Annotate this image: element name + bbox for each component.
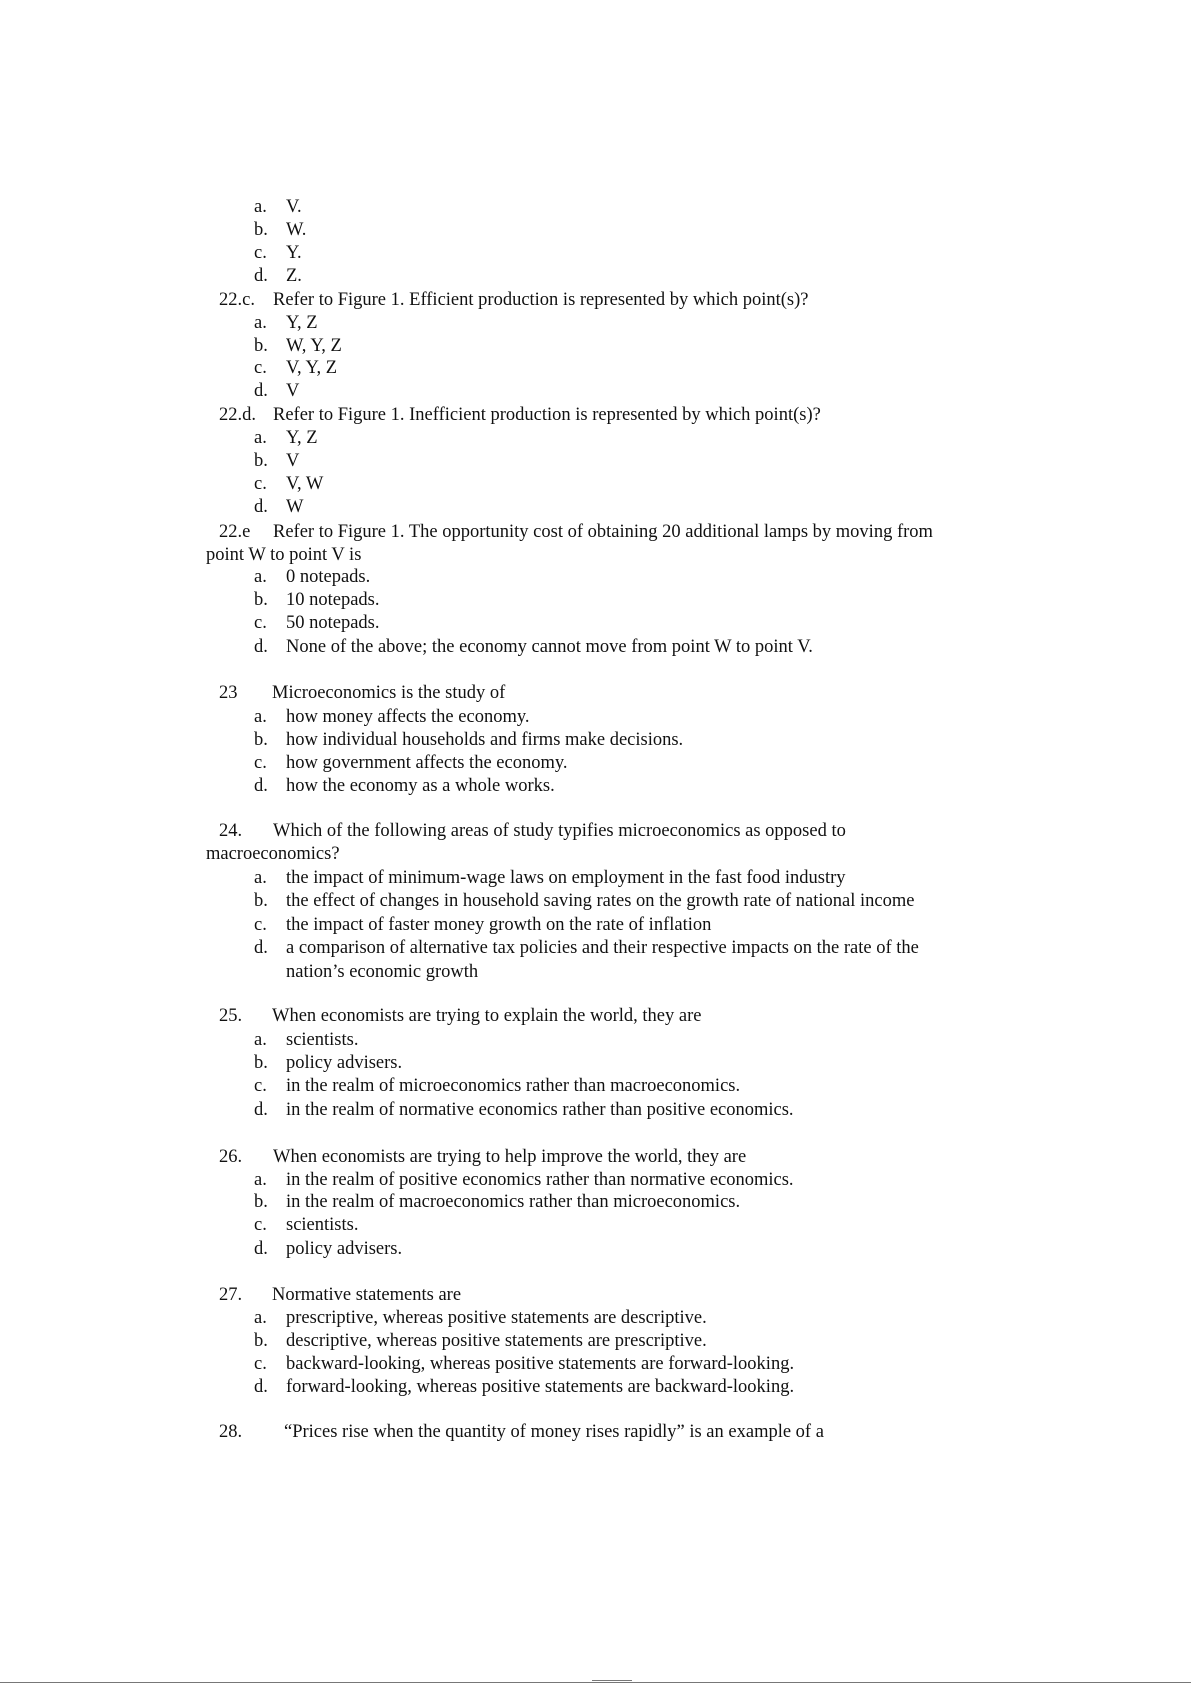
footer-divider (0, 1682, 1191, 1683)
question-text: Normative statements are (272, 1285, 462, 1305)
question-text: When economists are trying to explain the world, they are (272, 1006, 702, 1026)
option-letter: d. (254, 497, 268, 517)
question-number: 23 (219, 683, 238, 703)
option-text: in the realm of macroeconomics rather than microeconomics. (286, 1192, 741, 1212)
option-text: V, W (286, 474, 324, 494)
option-letter: d. (254, 266, 268, 286)
option-text: prescriptive, whereas positive statements are descriptive. (286, 1308, 707, 1328)
option-text: 0 notepads. (286, 567, 371, 587)
option-text: Y, Z (286, 428, 318, 448)
option-letter: c. (254, 613, 267, 633)
option-letter: c. (254, 358, 267, 378)
question-text: Refer to Figure 1. Efficient production is represented by which point(s)? (273, 290, 809, 310)
question-number: 26. (219, 1147, 243, 1167)
option-text: in the realm of normative economics rather than positive economics. (286, 1100, 794, 1120)
option-letter: c. (254, 1215, 267, 1235)
option-text: how government affects the economy. (286, 753, 568, 773)
option-text: Z. (286, 266, 302, 286)
option-letter: d. (254, 381, 268, 401)
option-letter: c. (254, 1354, 267, 1374)
question-text: When economists are trying to help improve the world, they are (273, 1147, 747, 1167)
footer-divider-mark (592, 1680, 632, 1681)
question-text: Refer to Figure 1. The opportunity cost of obtaining 20 additional lamps by moving from (273, 522, 933, 542)
option-text: W, Y, Z (286, 336, 342, 356)
option-letter: d. (254, 1100, 268, 1120)
option-text: how money affects the economy. (286, 707, 530, 727)
option-text: V (286, 451, 300, 471)
question-number: 25. (219, 1006, 243, 1026)
option-letter: b. (254, 590, 268, 610)
question-number: 28. (219, 1422, 243, 1442)
option-text: backward-looking, whereas positive statements are forward-looking. (286, 1354, 795, 1374)
option-text: descriptive, whereas positive statements are prescriptive. (286, 1331, 707, 1351)
option-letter: a. (254, 1308, 267, 1328)
option-letter: a. (254, 868, 267, 888)
option-letter: d. (254, 938, 268, 958)
option-text: V, Y, Z (286, 358, 338, 378)
option-text: the effect of changes in household saving rates on the growth rate of national income (286, 891, 915, 911)
option-text: V. (286, 197, 302, 217)
option-letter: a. (254, 313, 267, 333)
option-letter: b. (254, 451, 268, 471)
option-letter: b. (254, 891, 268, 911)
question-number: 22.d. (219, 405, 256, 425)
question-number: 24. (219, 821, 243, 841)
option-text: V (286, 381, 300, 401)
question-number: 22.c. (219, 290, 255, 310)
option-letter: c. (254, 243, 267, 263)
option-letter: b. (254, 730, 268, 750)
option-text: in the realm of microeconomics rather than macroeconomics. (286, 1076, 741, 1096)
question-text: “Prices rise when the quantity of money rises rapidly” is an example of a (284, 1422, 824, 1442)
option-letter: b. (254, 1053, 268, 1073)
option-letter: b. (254, 336, 268, 356)
question-text: Microeconomics is the study of (272, 683, 506, 703)
question-text-continued: macroeconomics? (206, 844, 340, 864)
question-number: 27. (219, 1285, 243, 1305)
option-text: policy advisers. (286, 1239, 403, 1259)
option-text: in the realm of positive economics rather than normative economics. (286, 1170, 794, 1190)
option-letter: d. (254, 776, 268, 796)
option-text: the impact of minimum-wage laws on employment in the fast food industry (286, 868, 846, 888)
option-letter: b. (254, 220, 268, 240)
option-text: a comparison of alternative tax policies and their respective impacts on the rate of the (286, 938, 919, 958)
question-number: 22.e (219, 522, 251, 542)
option-text: how individual households and firms make decisions. (286, 730, 684, 750)
question-text: Which of the following areas of study typifies microeconomics as opposed to (273, 821, 846, 841)
option-text: scientists. (286, 1030, 359, 1050)
option-text: how the economy as a whole works. (286, 776, 555, 796)
option-text: W (286, 497, 304, 517)
option-letter: c. (254, 753, 267, 773)
option-letter: c. (254, 474, 267, 494)
option-text: the impact of faster money growth on the rate of inflation (286, 915, 712, 935)
question-text-continued: point W to point V is (206, 545, 362, 565)
option-letter: d. (254, 637, 268, 657)
option-text: 10 notepads. (286, 590, 380, 610)
option-text: scientists. (286, 1215, 359, 1235)
option-letter: a. (254, 428, 267, 448)
option-letter: a. (254, 197, 267, 217)
option-letter: d. (254, 1377, 268, 1397)
option-text: forward-looking, whereas positive statements are backward-looking. (286, 1377, 795, 1397)
option-text: None of the above; the economy cannot move from point W to point V. (286, 637, 813, 657)
option-letter: b. (254, 1331, 268, 1351)
option-letter: a. (254, 707, 267, 727)
question-text: Refer to Figure 1. Inefficient production is represented by which point(s)? (273, 405, 821, 425)
option-letter: c. (254, 1076, 267, 1096)
option-letter: d. (254, 1239, 268, 1259)
option-letter: a. (254, 1030, 267, 1050)
option-letter: b. (254, 1192, 268, 1212)
option-letter: a. (254, 1170, 267, 1190)
option-text: Y, Z (286, 313, 318, 333)
option-letter: a. (254, 567, 267, 587)
option-text: policy advisers. (286, 1053, 403, 1073)
option-letter: c. (254, 915, 267, 935)
option-text: 50 notepads. (286, 613, 380, 633)
option-text: W. (286, 220, 307, 240)
option-text: Y. (286, 243, 302, 263)
option-text-continued: nation’s economic growth (286, 962, 479, 982)
